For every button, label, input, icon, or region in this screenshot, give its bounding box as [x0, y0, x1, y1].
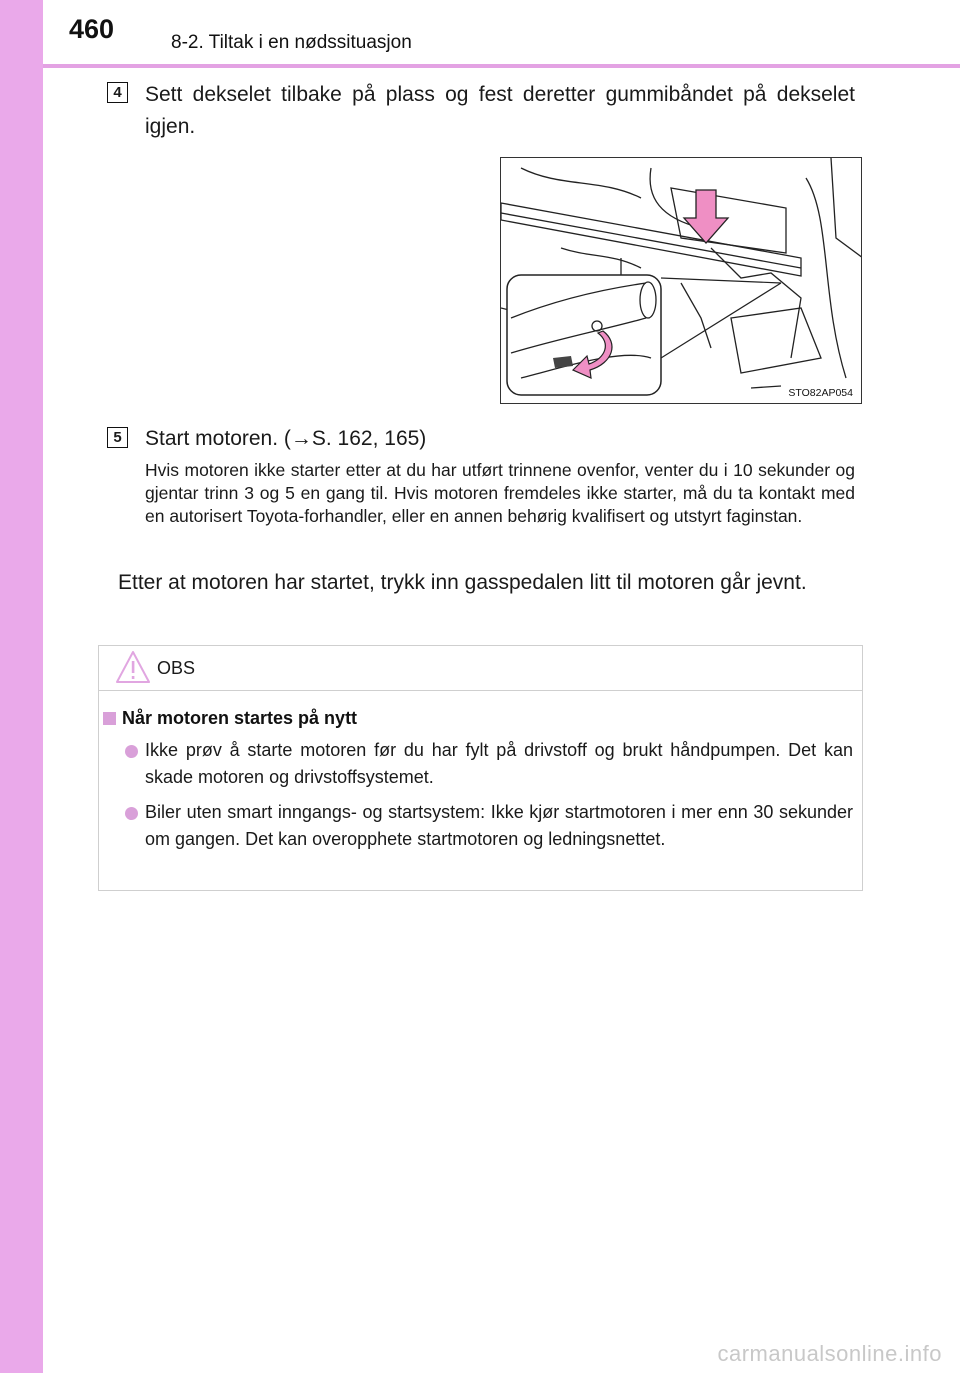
warning-triangle-icon: [115, 650, 151, 689]
watermark: carmanualsonline.info: [717, 1341, 942, 1366]
page-header: [43, 0, 960, 53]
notice-label: OBS: [157, 658, 196, 678]
bullet-dot-icon: [125, 745, 138, 758]
bullet-dot-icon: [125, 807, 138, 820]
engine-cover-illustration: [500, 157, 862, 404]
square-bullet-icon: [103, 712, 116, 725]
notice-heading: [103, 708, 357, 729]
notice-bullet-1: Ikke prøv å starte motoren før du har fylt på drivstoff og brukt håndpumpen. Det kan skade motoren og drivstoffsystemet.: [145, 740, 853, 787]
engine-illustration-drawing: [501, 158, 862, 404]
step-4-text: Sett dekselet tilbake på plass og fest deretter gummibåndet på dekselet igjen.: [145, 83, 855, 138]
step-5-text: Start motoren. (→S. 162, 165): [145, 427, 427, 450]
header-rule: [43, 64, 960, 68]
chapter-sidebar-tab: [0, 0, 43, 1373]
notice-bullet-2: Biler uten smart inngangs- og startsystem: Ikke kjør startmotoren i mer enn 30 sekunder om gangen. Det kan overopphete startmotoren og ledningsnettet.: [145, 802, 853, 849]
notice-box: [98, 645, 863, 891]
section-title: 8-2. Tiltak i en nødssituasjon: [171, 32, 412, 53]
notice-heading-text: Når motoren startes på nytt: [122, 708, 358, 728]
step-badge-4: 4: [107, 82, 128, 103]
step-5-note: Hvis motoren ikke starter etter at du har utført trinnene ovenfor, venter du i 10 sekunder og gjentar trinn 3 og 5 en gang til. Hvis motoren fremdeles ikke starter, må du ta kontakt med en autorisert Toyota-forhandler, eller en annen behørig kvalifisert og utstyrt faginstan.: [145, 460, 855, 526]
notice-header: [99, 646, 862, 691]
figure-code: STO82AP054: [788, 387, 853, 399]
after-start-instruction: Etter at motoren har startet, trykk inn gasspedalen litt til motoren går jevnt.: [118, 571, 807, 594]
page-number: 460: [69, 14, 115, 44]
step-badge-5: 5: [107, 427, 128, 448]
